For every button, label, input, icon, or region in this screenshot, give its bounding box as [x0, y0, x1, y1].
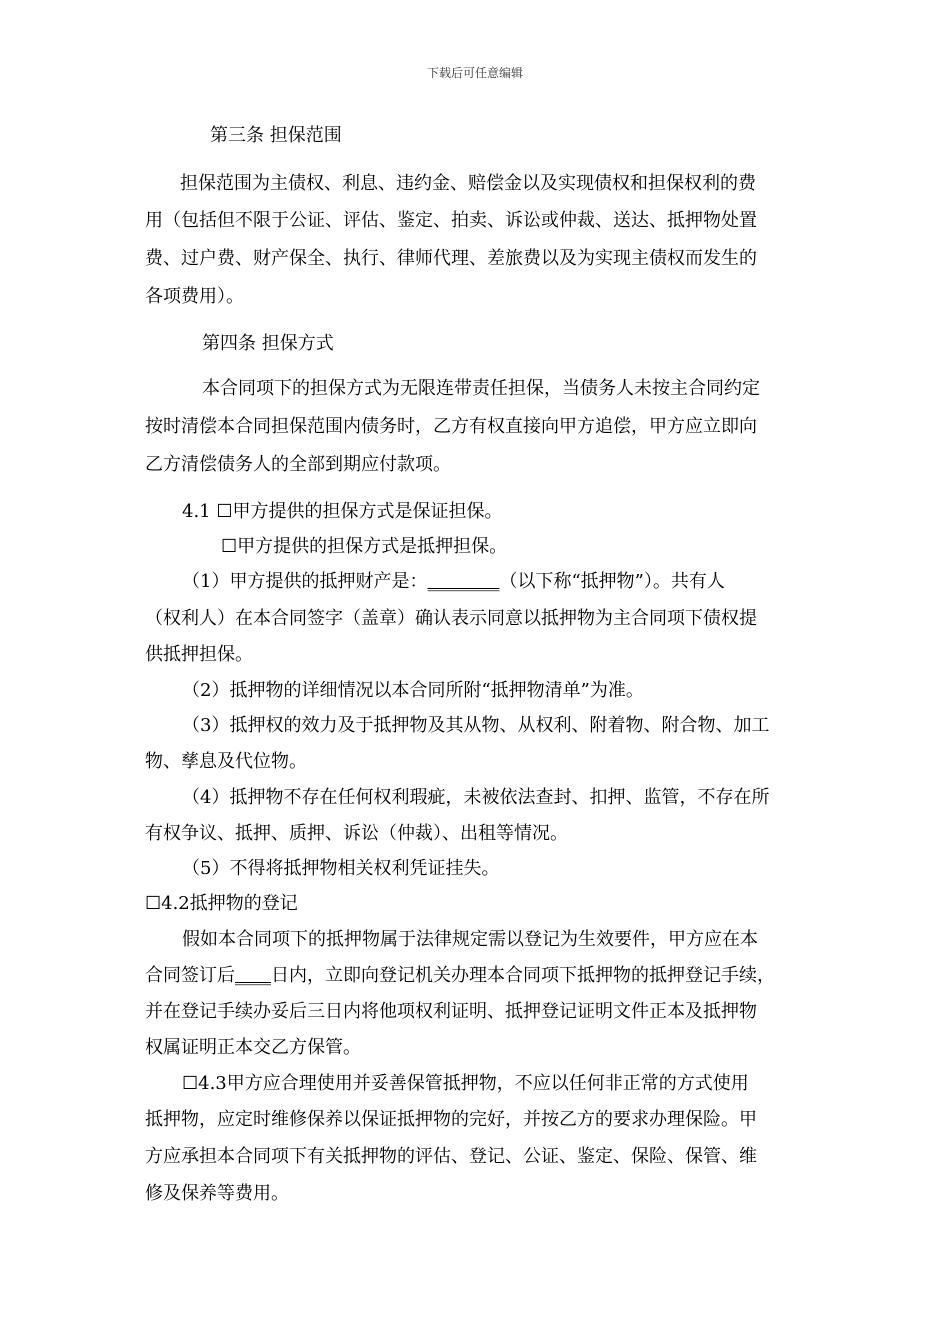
- clause43-line: 抵押物，应定时维修保养以保证抵押物的完好，并按乙方的要求办理保险。甲: [145, 1109, 757, 1130]
- days-blank: ____: [235, 965, 271, 986]
- clause41-item2: （2）抵押物的详细情况以本合同所附“抵押物清单”为准。: [182, 680, 644, 701]
- clause43-line: 修及保养等费用。: [145, 1183, 289, 1204]
- clause42-line: 并在登记手续办妥后三日内将他项权利证明、抵押登记证明文件正本及抵押物: [145, 1001, 757, 1022]
- article3-heading: 第三条 担保范围: [210, 125, 342, 146]
- property-blank: ________: [427, 571, 500, 592]
- article3-line: 担保范围为主债权、利息、违约金、赔偿金以及实现债权和担保权利的费: [180, 173, 756, 194]
- clause41-item4-line: （4）抵押物不存在任何权利瑕疵，未被依法查封、扣押、监管，不存在所: [182, 787, 770, 808]
- clause41-option-mortgage: ☐甲方提供的担保方式是抵押担保。: [221, 536, 508, 557]
- clause42-line: 假如本合同项下的抵押物属于法律规定需以登记为生效要件，甲方应在本: [182, 929, 758, 950]
- item1-text: （1）甲方提供的抵押财产是：: [182, 571, 428, 592]
- clause41-item1-line: （权利人）在本合同签字（盖章）确认表示同意以抵押物为主合同项下债权提: [145, 608, 757, 629]
- clause41-option-guarantee: 4.1 ☐甲方提供的担保方式是保证担保。: [182, 501, 503, 522]
- clause42-text-after: 日内，立即向登记机关办理本合同项下抵押物的抵押登记手续，: [271, 965, 775, 986]
- clause42-text: 合同签订后: [145, 965, 235, 986]
- clause41-item1-line: 供抵押担保。: [145, 644, 253, 665]
- article3-line: 用（包括但不限于公证、评估、鉴定、拍卖、诉讼或仲裁、送达、抵押物处置: [145, 210, 757, 231]
- item1-text-after: （以下称“抵押物”）。共有人: [499, 571, 725, 592]
- article4-line: 乙方清偿债务人的全部到期应付款项。: [145, 454, 451, 475]
- clause41-item4-line: 有权争议、抵押、质押、诉讼（仲裁）、出租等情况。: [145, 823, 568, 844]
- clause42-heading: ☐4.2抵押物的登记: [145, 893, 298, 914]
- clause41-item3-line: （3）抵押权的效力及于抵押物及其从物、从权利、附着物、附合物、加工: [182, 715, 770, 736]
- clause41-item1: [182, 570, 725, 594]
- clause42-line: [145, 964, 775, 988]
- clause42-line: 权属证明正本交乙方保管。: [145, 1037, 361, 1058]
- clause43-line: ☐4.3甲方应合理使用并妥善保管抵押物，不应以任何非正常的方式使用: [182, 1073, 749, 1094]
- article4-line: 本合同项下的担保方式为无限连带责任担保，当债务人未按主合同约定: [202, 378, 760, 399]
- clause41-item3-line: 物、孳息及代位物。: [145, 751, 307, 772]
- article4-line: 按时清偿本合同担保范围内债务时，乙方有权直接向甲方追偿，甲方应立即向: [145, 416, 757, 437]
- article3-line: 各项费用）。: [145, 286, 244, 307]
- article3-line: 费、过户费、财产保全、执行、律师代理、差旅费以及为实现主债权而发生的: [145, 248, 757, 269]
- clause41-item5: （5）不得将抵押物相关权利凭证挂失。: [182, 858, 500, 879]
- page-header: 下载后可任意编辑: [426, 66, 523, 80]
- article4-heading: 第四条 担保方式: [202, 333, 334, 354]
- clause43-line: 方应承担本合同项下有关抵押物的评估、登记、公证、鉴定、保险、保管、维: [145, 1146, 757, 1167]
